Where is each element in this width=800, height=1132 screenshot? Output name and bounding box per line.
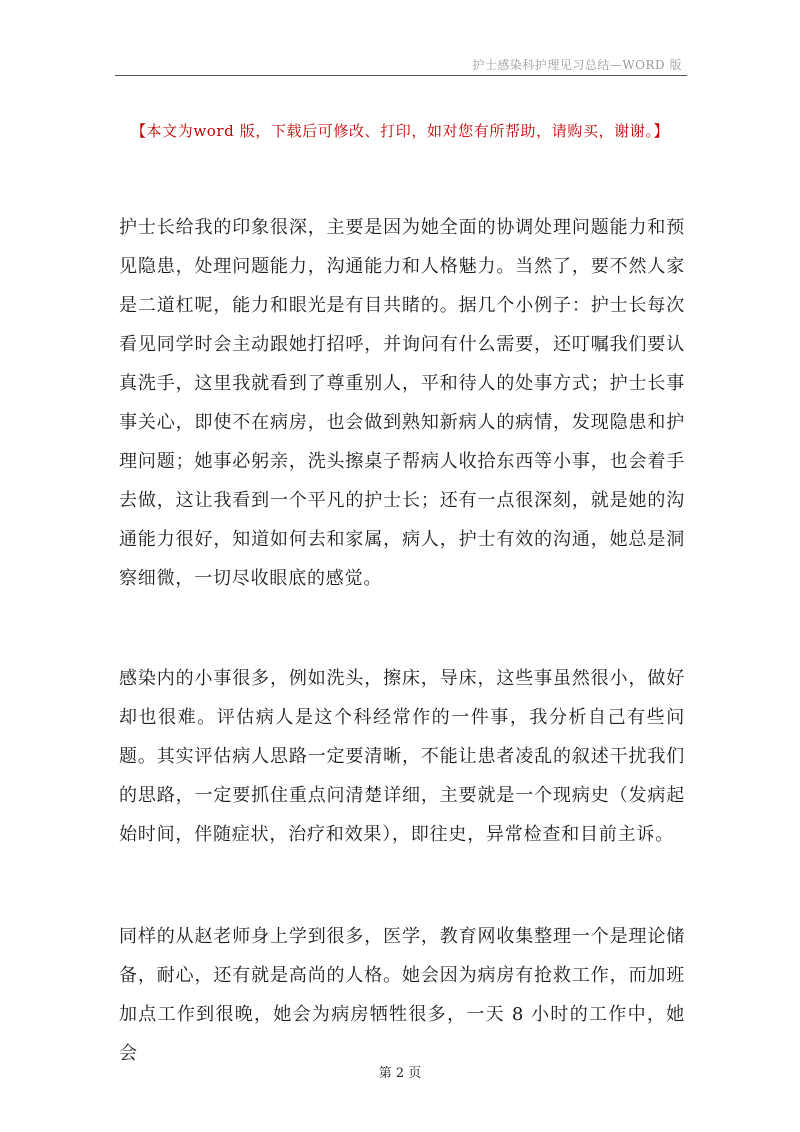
header-rule [115,75,687,76]
paragraph-teacher-zhao: 同样的从赵老师身上学到很多，医学，教育网收集整理一个是理论储备，耐心，还有就是高尚的人格。她会因为病房有抢救工作，而加班加点工作到很晚，她会为病房牺牲很多，一天 8 小时的工作中，她会 [119,926,685,1064]
running-header: 护士感染科护理见习总结—WORD 版 [472,58,682,72]
paragraph-infection-ward: 感染内的小事很多，例如洗头，擦床，导床，这些事虽然很小，做好却也很难。评估病人是这个科经常作的一件事，我分析自己有些问题。其实评估病人思路一定要清晰，不能让患者凌乱的叙述干扰我们的思路，一定要抓住重点问清楚详细，主要就是一个现病史（发病起始时间，伴随症状，治疗和效果），即往史，异常检查和目前主诉。 [119,668,685,845]
purchase-notice: 【本文为word 版，下载后可修改、打印，如对您有所帮助，请购买，谢谢。】 [130,122,670,140]
paragraph-head-nurse: 护士长给我的印象很深，主要是因为她全面的协调处理问题能力和预见隐患，处理问题能力，沟通能力和人格魅力。当然了，要不然人家是二道杠呢，能力和眼光是有目共睹的。据几个小例子：护士长每次看见同学时会主动跟她打招呼，并询问有什么需要，还叮嘱我们要认真洗手，这里我就看到了尊重别人，平和待人的处事方式；护士长事事关心，即使不在病房，也会做到熟知新病人的病情，发现隐患和护理问题；她事必躬亲，洗头擦桌子帮病人收拾东西等小事，也会着手去做，这让我看到一个平凡的护士长；还有一点很深刻，就是她的沟通能力很好，知道如何去和家属，病人，护士有效的沟通，她总是洞察细微，一切尽收眼底的感觉。 [119,217,685,589]
page-number: 第 2 页 [378,1066,422,1081]
